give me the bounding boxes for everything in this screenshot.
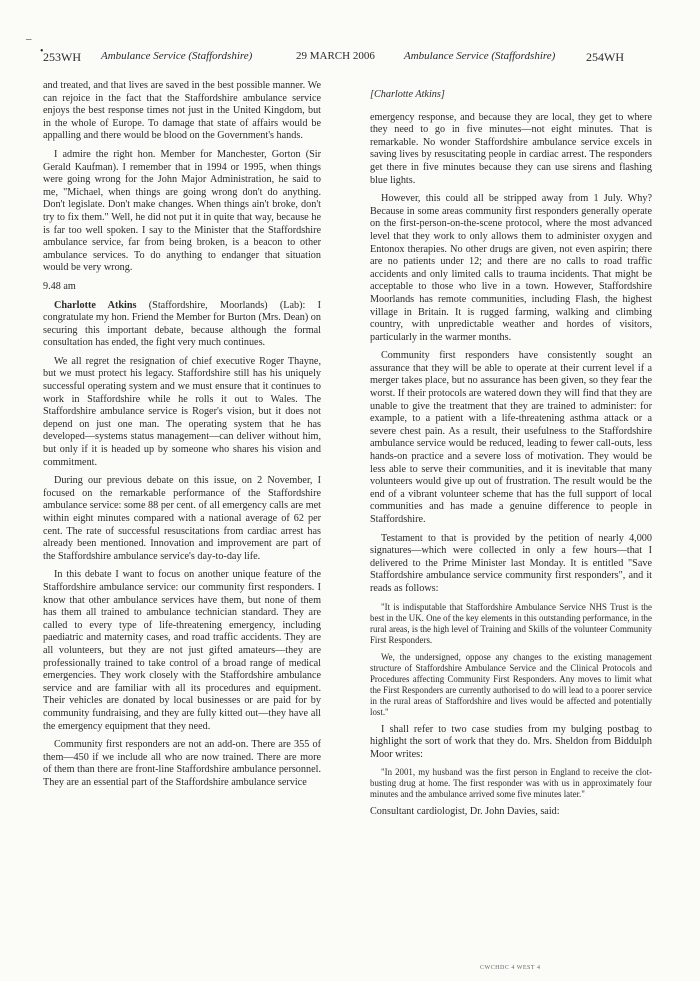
left-column [43,80,321,789]
header-right-title: Ambulance Service (Staffordshire) [404,50,556,62]
paragraph: emergency response, and because they are local, they get to where they need to go in five minutes—not eight minutes. That is remarkable. No wonder Staffordshire ambulance service excels in saving lives by resuscitating people in cardiac arrest. The responders get there in five minutes because they can use sirens and flashing blue lights. [370,111,652,186]
speaker-label: [Charlotte Atkins] [370,89,445,100]
paragraph: During our previous debate on this issue, on 2 November, I focused on the remarkable performance of the Staffordshire ambulance service: some 88 per cent. of all emergency calls are met within eight minutes compared with a national average of 62 per cent. The rate of successful resuscitations from cardiac arrest has already been mentioned. Innovation and improvement are part of the Staffordshire ambulance service's day-to-day life. [43,475,321,562]
header-date: 29 MARCH 2006 [296,50,375,62]
petition-quote: We, the undersigned, oppose any changes to the existing management structure of Staffordshire Ambulance Service and the Clinical Protocols and Procedures affecting Community First Responders. Any moves to limit what the First Responders are currently authorised to do will lead to a poorer service in the rural areas of Staffordshire and lives would be affected and potentially lost." [370,651,652,717]
footer-code: CWCHDC 4 WEST 4 [480,965,541,971]
paragraph: Community first responders have consistently sought an assurance that they will be able to operate at their current level if a merger takes place, but no assurance has been given, so they fear the worst. If their protocols are watered down they will find that they are unable to give the treatment that they are trained to administer: for example, to a patient with a life-threatening asthma attack or a severe chest pain. As a result, their usefulness to the Staffordshire ambulance service would be reduced, leading to fewer call-outs, less hands-on practice and a severe loss of motivation. They would be less able to serve their communities, and it is inevitable that many volunteers would give up out of frustration. The result would be the end of a vibrant volunteer scheme that has the full support of local communities and has made a genuine difference to people in Staffordshire. [370,350,652,525]
paragraph: Community first responders are not an add-on. There are 355 of them—450 if we include all who are now trained. There are more of them than there are front-line Staffordshire ambulance personnel. They are an essential part of the Staffordshire ambulance service [43,739,321,788]
paragraph: We all regret the resignation of chief executive Roger Thayne, but we must protect his legacy. Staffordshire still has his uniquely successful operating system and we must ensure that it continues to work in Staffordshire while he rolls it out to Wales. The Staffordshire ambulance service is Roger's vision, but it does not depend on just one man. The operating system that he has developed—systems status management—can deliver without him, but only if it is headed up by someone who shares his vision and commitment. [43,355,321,468]
letter-quote: "In 2001, my husband was the first person in England to receive the clot-busting drug at home. The first responder was with us in approximately four minutes and the ambulance arrived some five minutes later." [370,767,652,800]
paragraph: I shall refer to two case studies from my bulging postbag to highlight the sort of work that they do. Mrs. Sheldon from Biddulph Moor writes: [370,723,652,760]
speaker-text: (Staffordshire, Moorlands) (Lab): I congratulate my hon. Friend the Member for Burton (Mrs. Dean) on securing this important debate, because although the formal consultation has ended, the fight very much continues. [43,299,321,349]
time-stamp: 9.48 am [43,280,76,292]
paragraph: I admire the right hon. Member for Manchester, Gorton (Sir Gerald Kaufman). I remember that in 1994 or 1995, when things were going wrong for the John Major Administration, he said to me, "Michael, when things are going wrong don't do anything. Don't legislate. Don't make changes. When things ain't broke, don't try to fix them." Well, he did not put it in quite that way, because he is far too well spoken. I say to the Minister that the Staffordshire ambulance service, far from being broken, is a beacon to other ambulance services. To do anything to endanger that situation would be very wrong. [43,148,321,274]
speaker-name: Charlotte Atkins [54,299,137,311]
header-left-title: Ambulance Service (Staffordshire) [101,50,253,62]
header-left-colnum: 253WH [43,50,81,64]
petition-quote: "It is indisputable that Staffordshire Ambulance Service NHS Trust is the best in the UK. One of the key elements in this outstanding performance, in the rural areas, is the high level of Training and Skills of the volunteer Community First Responders. [370,601,652,645]
right-column [370,89,652,819]
margin-dot: • [40,46,44,57]
speaker-paragraph [43,300,321,350]
margin-mark: – [26,33,32,45]
paragraph: Testament to that is provided by the petition of nearly 4,000 signatures—which were collected in only a few hours—that I delivered to the Prime Minister last Monday. It is entitled "Save Staffordshire ambulance service community first responders", and it reads as follows: [370,532,652,594]
paragraph: and treated, and that lives are saved in the best possible manner. We can rejoice in the fact that the Staffordshire ambulance service enjoys the best response times not just in the United Kingdom, but in the whole of Europe. To damage that state of affairs would be appalling and there would be blood on the Government's hands. [43,80,321,142]
paragraph: Consultant cardiologist, Dr. John Davies, said: [370,806,560,818]
paragraph: In this debate I want to focus on another unique feature of the Staffordshire ambulance service: our community first responders. I know that other ambulance services have them, but none of them has them all trained to ambulance technician standard. They are called to every type of life-threatening emergency, including paediatric and maternity cases, and road traffic accidents. They are all volunteers, but they are not just gifted amateurs—they are professionally trained to take control of a broad range of medical emergencies. They work closely with the Staffordshire ambulance service and are familiar with all its procedures and equipment. Their vehicles are donated by local businesses or are paid for by community fundraising, and they are fully kitted out—they have all the emergency equipment that they need. [43,569,321,732]
header-right-colnum: 254WH [586,50,624,64]
paragraph: However, this could all be stripped away from 1 July. Why? Because in some areas community first responders generally operate on the first-person-on-the-scene protocol, where the most advanced level that they work to only allows them to administer oxygen and Entonox therapies. No other drugs are given, not even aspirin; there are no patients under 12; and there are no calls to road traffic accidents and only limited calls to trauma incidents. That might be acceptable to those who live in a town. However, Staffordshire Moorlands has remote communities, including Flash, the highest village in Britain. It is rugged farming, walking and climbing country, with unpredictable weather and hordes of visitors, particularly in the warmer months. [370,193,652,343]
